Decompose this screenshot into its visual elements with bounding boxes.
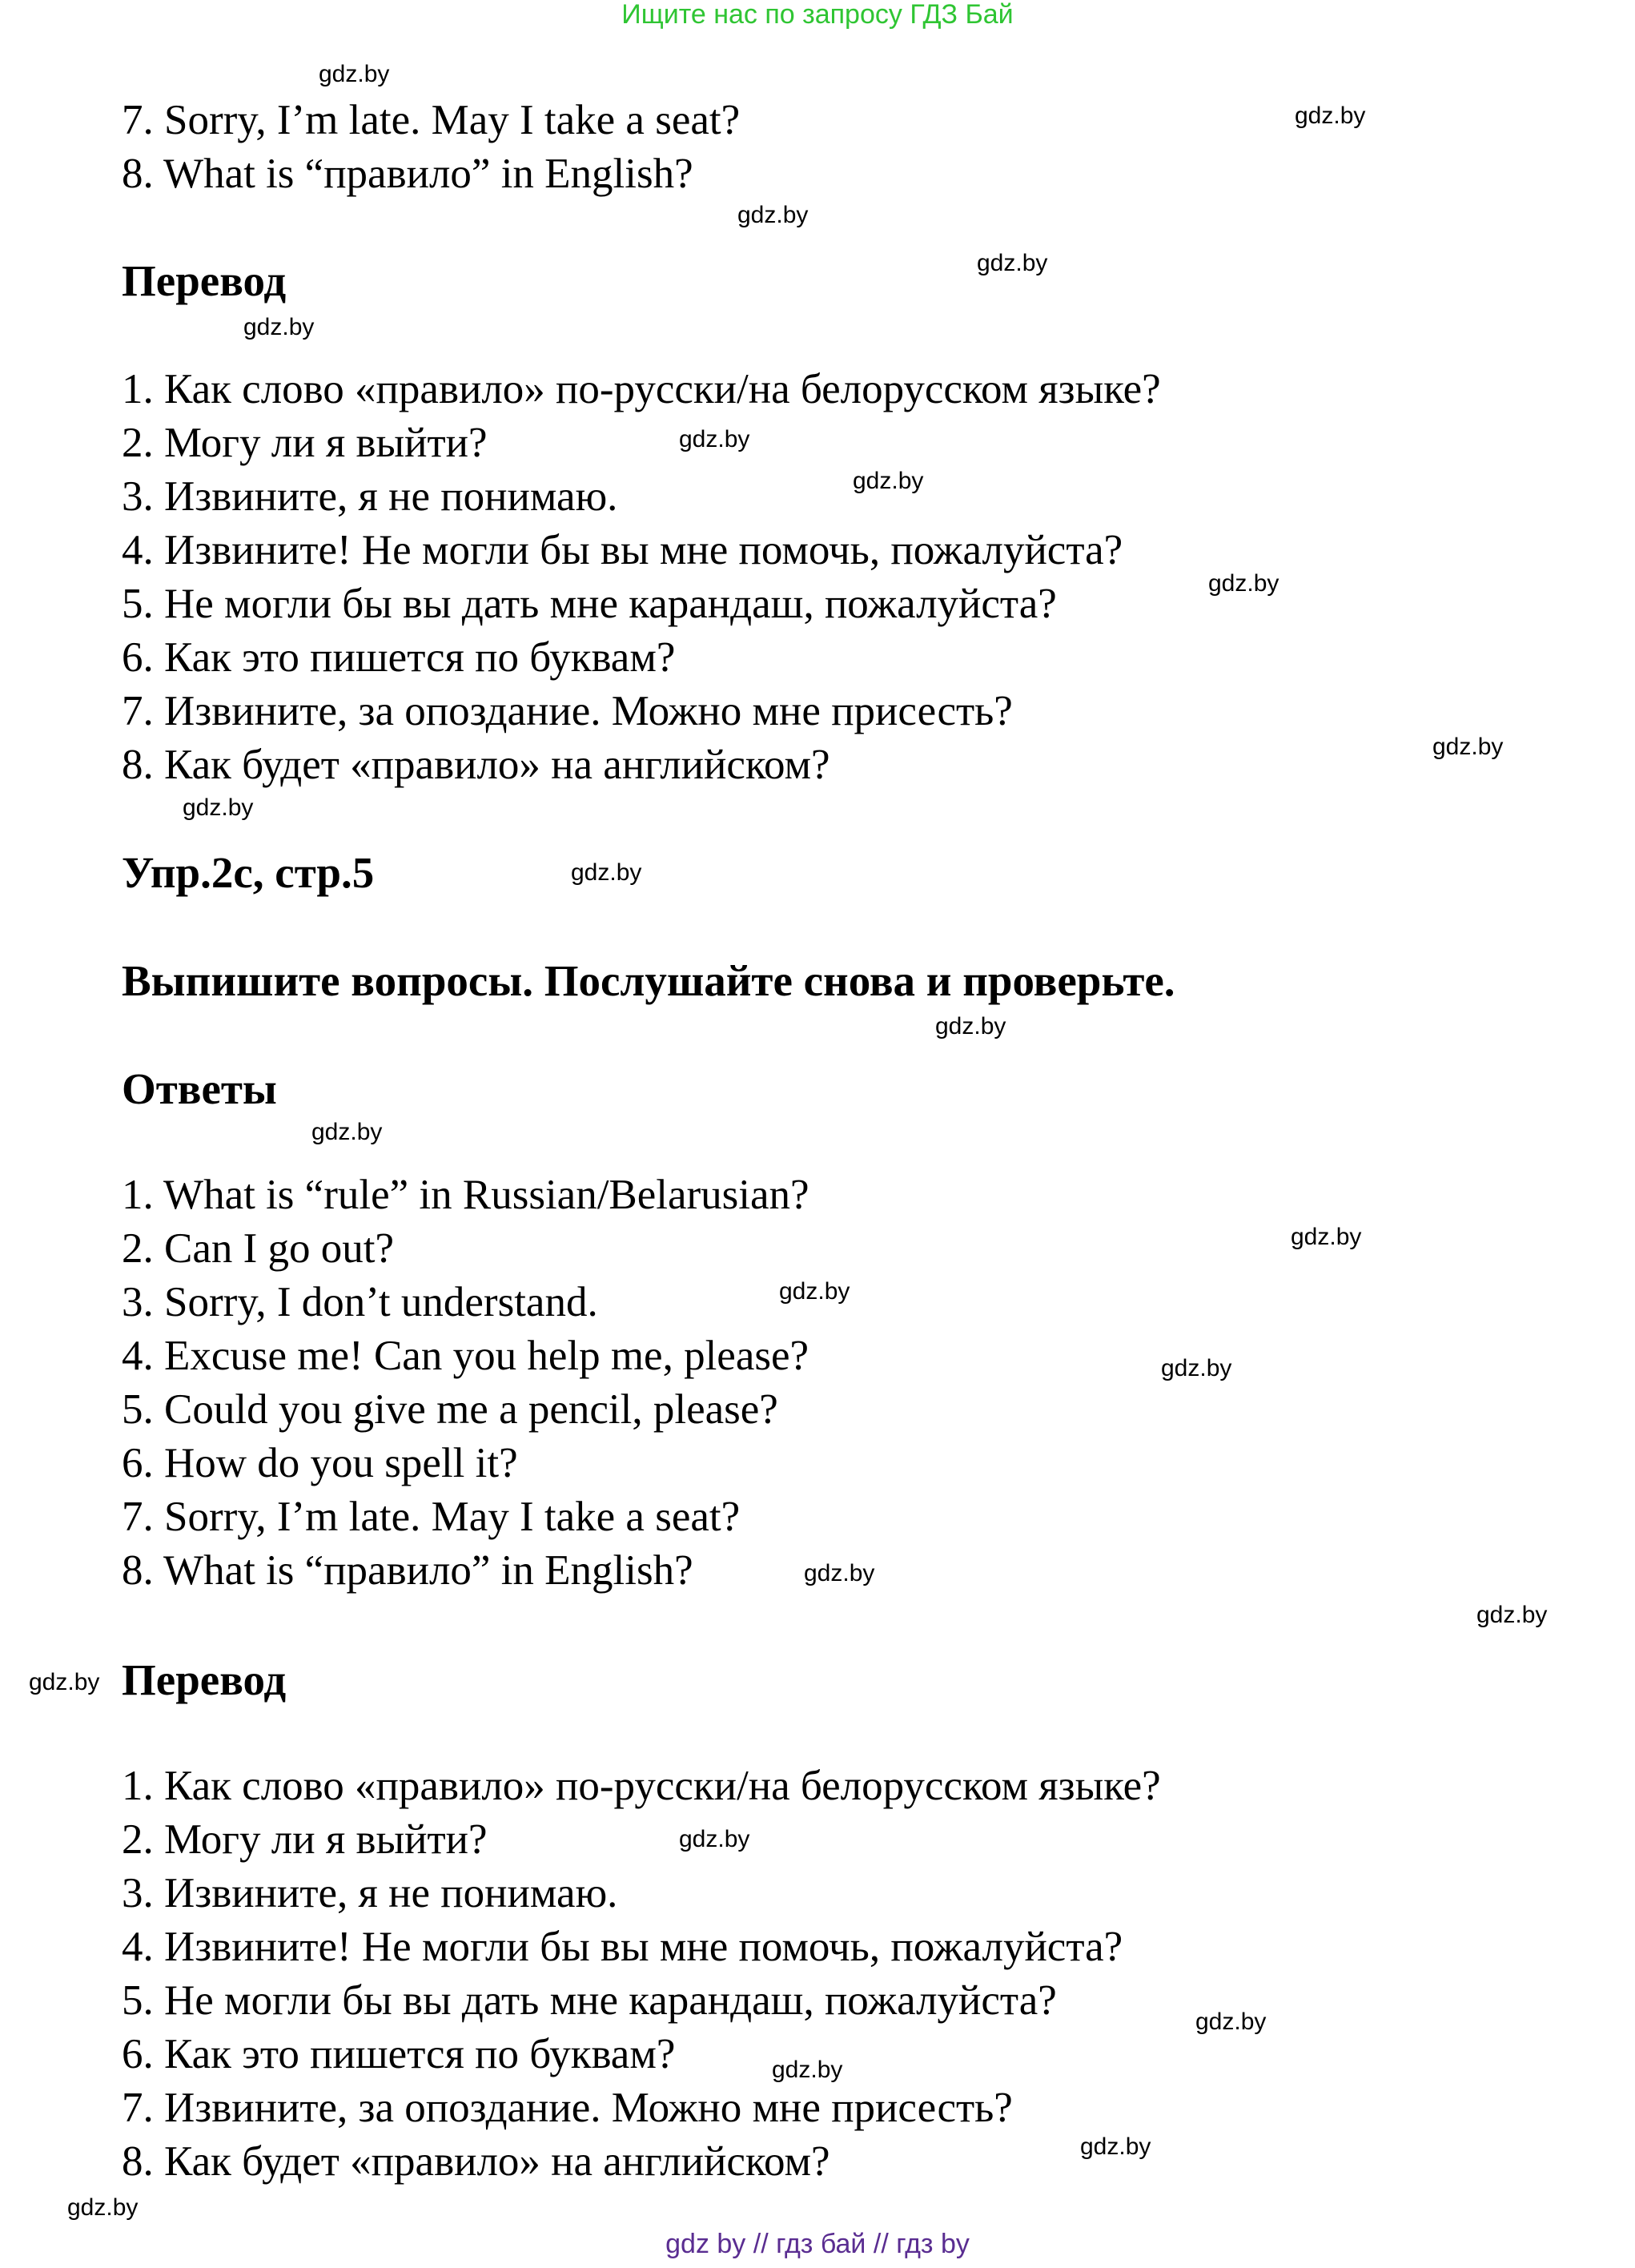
translation1-item-5: 5. Не могли бы вы дать мне карандаш, пожалуйста? [122,581,1057,627]
translation1-item-1: 1. Как слово «правило» по-русски/на белорусском языке? [122,366,1161,412]
translation1-item-4: 4. Извините! Не могли бы вы мне помочь, пожалуйста? [122,527,1123,573]
watermark: gdz.by [737,202,809,228]
watermark: gdz.by [779,1278,850,1305]
translation2-item-1: 1. Как слово «правило» по-русски/на белорусском языке? [122,1763,1161,1809]
watermark: gdz.by [977,250,1048,276]
translation1-item-2: 2. Могу ли я выйти? [122,420,488,466]
watermark: gdz.by [311,1119,383,1145]
watermark: gdz.by [29,1669,100,1695]
answer-item-6: 6. How do you spell it? [122,1440,518,1486]
watermark: gdz.by [183,794,254,821]
translation1-item-3: 3. Извините, я не понимаю. [122,473,618,520]
translation1-item-6: 6. Как это пишется по буквам? [122,634,676,681]
translation2-item-7: 7. Извините, за опоздание. Можно мне присесть? [122,2085,1013,2131]
top-banner[interactable]: Ищите нас по запросу ГДЗ Бай [621,0,1014,30]
top-line-7: 7. Sorry, I’m late. May I take a seat? [122,97,741,143]
answer-item-2: 2. Can I go out? [122,1225,395,1272]
answers-heading: Ответы [122,1064,277,1113]
watermark: gdz.by [571,859,642,886]
answer-item-7: 7. Sorry, I’m late. May I take a seat? [122,1494,741,1540]
watermark: gdz.by [1208,570,1279,597]
exercise-instruction: Выпишите вопросы. Послушайте снова и проверьте. [122,956,1175,1005]
translation2-item-6: 6. Как это пишется по буквам? [122,2031,676,2077]
watermark: gdz.by [679,426,750,452]
watermark: gdz.by [1080,2133,1151,2160]
answer-item-4: 4. Excuse me! Can you help me, please? [122,1333,809,1379]
watermark: gdz.by [853,468,924,494]
watermark: gdz.by [1161,1355,1232,1381]
answer-item-8: 8. What is “правило” in English? [122,1547,693,1594]
answer-item-1: 1. What is “rule” in Russian/Belarusian? [122,1172,809,1218]
top-line-8: 8. What is “правило” in English? [122,151,693,197]
watermark: gdz.by [679,1826,750,1852]
watermark: gdz.by [804,1560,875,1586]
translation1-item-8: 8. Как будет «правило» на английском? [122,742,830,788]
translation2-item-3: 3. Извините, я не понимаю. [122,1870,618,1916]
translation-heading-1: Перевод [122,256,287,305]
watermark: gdz.by [319,61,390,87]
watermark: gdz.by [1432,734,1504,760]
watermark: gdz.by [1291,1224,1362,1250]
watermark: gdz.by [935,1013,1006,1040]
translation1-item-7: 7. Извините, за опоздание. Можно мне присесть? [122,688,1013,734]
translation2-item-8: 8. Как будет «правило» на английском? [122,2138,830,2185]
footer-links[interactable]: gdz by // гдз бай // гдз by [665,2229,970,2259]
watermark: gdz.by [772,2057,843,2083]
answer-item-5: 5. Could you give me a pencil, please? [122,1386,778,1433]
translation-heading-2: Перевод [122,1655,287,1704]
exercise-title: Упр.2c, стр.5 [122,848,375,897]
translation2-item-4: 4. Извините! Не могли бы вы мне помочь, пожалуйста? [122,1924,1123,1970]
watermark: gdz.by [67,2194,139,2221]
watermark: gdz.by [1195,2009,1267,2035]
watermark: gdz.by [1295,103,1366,129]
translation2-item-2: 2. Могу ли я выйти? [122,1816,488,1863]
watermark: gdz.by [243,314,315,340]
translation2-item-5: 5. Не могли бы вы дать мне карандаш, пожалуйста? [122,1977,1057,2024]
watermark: gdz.by [1476,1602,1548,1628]
answer-item-3: 3. Sorry, I don’t understand. [122,1279,598,1325]
